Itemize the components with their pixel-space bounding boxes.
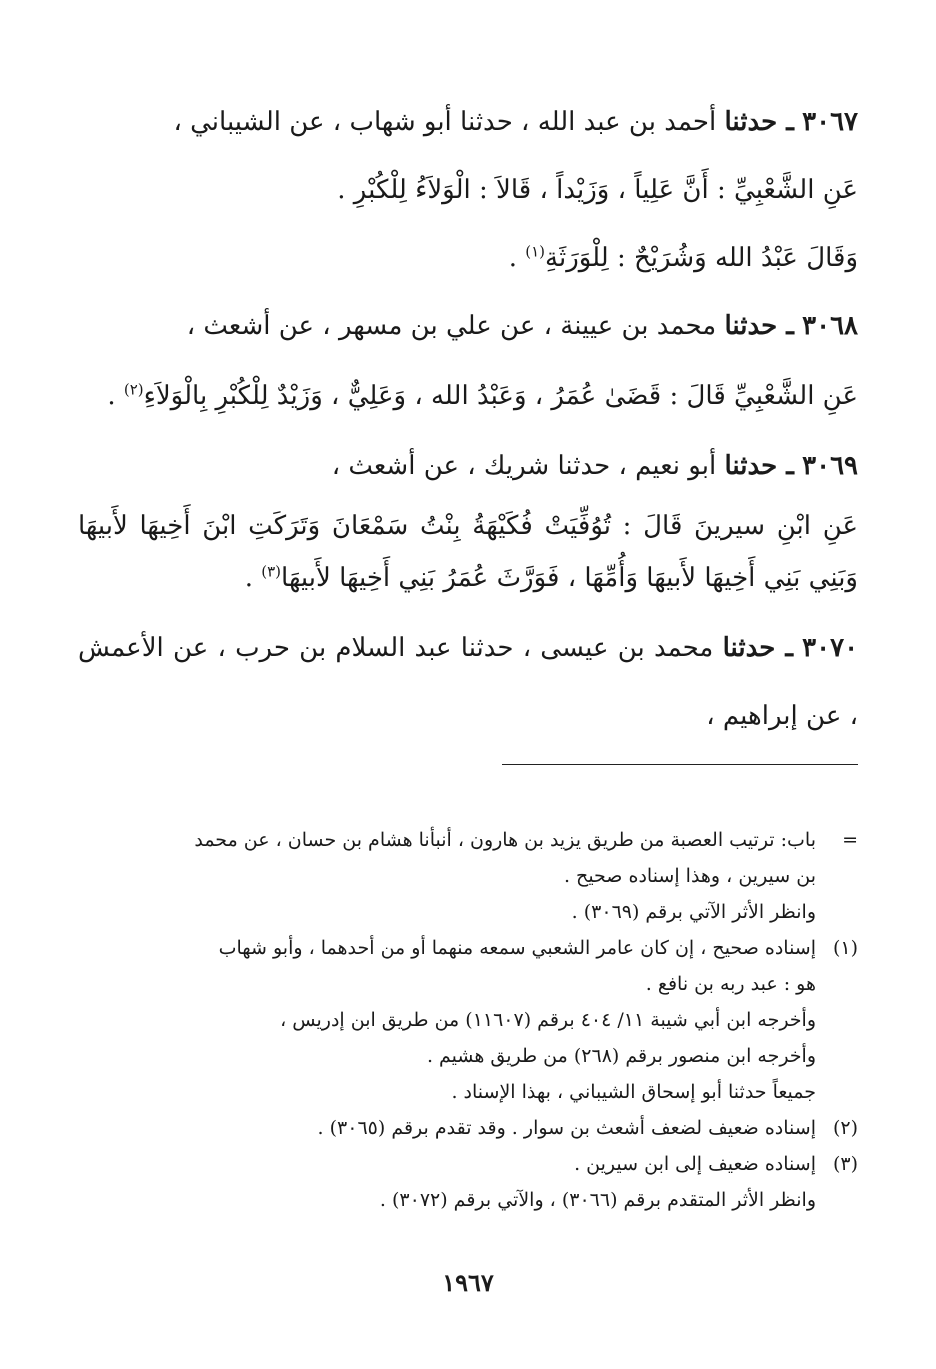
isnad-lead: حدثنا xyxy=(722,633,776,663)
footnote-line: إسناده ضعيف إلى ابن سيرين . xyxy=(574,1153,816,1175)
isnad-chain: أحمد بن عبد الله ، حدثنا أبو شهاب ، عن الشيباني ، xyxy=(173,107,717,137)
footnote-ref: (٣) xyxy=(261,562,282,581)
isnad-lead: حدثنا xyxy=(724,311,778,341)
hadith-number: ٣٠٦٧ xyxy=(802,107,858,137)
hadith-3067-text-line-1: عَنِ الشَّعْبِيِّ : أَنَّ عَلِياً ، وَزَيْداً ، قَالاَ : الْوَلاَءُ لِلْكُبْرِ . xyxy=(337,175,858,205)
footnote-mark: (١) xyxy=(832,937,858,959)
footnote-3 xyxy=(78,1146,858,1218)
footnote-line: وانظر الأثر المتقدم برقم (٣٠٦٦) ، والآتي برقم (٣٠٧٢) . xyxy=(379,1189,816,1211)
footnote-mark: (٢) xyxy=(832,1117,858,1139)
footnote-line: وانظر الأثر الآتي برقم (٣٠٦٩) . xyxy=(571,901,816,923)
footnote-line: وأخرجه ابن منصور برقم (٢٦٨) من طريق هشيم . xyxy=(426,1045,816,1067)
hadith-text: عَنِ الشَّعْبِيِّ قَالَ : قَضَىٰ عُمَرُ ، وَعَبْدُ الله ، وَعَلِيٌّ ، وَزَيْدٌ لِلْكُبْرِ بِالْوَلاَءِ xyxy=(143,381,858,411)
hadith-3067-text-line-2: وَقَالَ عَبْدُ الله وَشُرَيْحٌ : لِلْوَرَثَةِ$^{(١)}$ . xyxy=(508,242,858,273)
footnote-line: جميعاً حدثنا أبو إسحاق الشيباني ، بهذا الإسناد . xyxy=(451,1081,816,1103)
hadith-3067-isnad: ٣٠٦٧ ـ حدثنا أحمد بن عبد الله ، حدثنا أبو شهاب ، عن الشيباني ، xyxy=(173,107,858,137)
hadith-3068-text: عَنِ الشَّعْبِيِّ قَالَ : قَضَىٰ عُمَرُ ، وَعَبْدُ الله ، وَعَلِيٌّ ، وَزَيْدٌ لِلْكُبْرِ بِالْوَلاَءِ$^{(٢)}$ . xyxy=(107,380,858,411)
isnad-chain: محمد بن عيسى ، حدثنا عبد السلام بن حرب ، عن الأعمش ، عن إبراهيم ، xyxy=(78,633,858,731)
footnote-ref: (١) xyxy=(525,242,546,261)
footnote-line: إسناده صحيح ، إن كان عامر الشعبي سمعه منهما أو من أحدهما ، وأبو شهاب xyxy=(218,937,816,959)
isnad-lead: حدثنا xyxy=(724,107,778,137)
hadith-3070-isnad: ٣٠٧٠ ـ حدثنا محمد بن عيسى ، حدثنا عبد السلام بن حرب ، عن الأعمش ، عن إبراهيم ، xyxy=(78,633,859,731)
isnad-chain: محمد بن عيينة ، عن علي بن مسهر ، عن أشعث ، xyxy=(186,311,717,341)
page-number: ١٩٦٧ xyxy=(442,1268,494,1297)
footnote-line: باب: ترتيب العصبة من طريق يزيد بن هارون ، أنبأنا هشام بن حسان ، عن محمد xyxy=(194,829,816,851)
footnote-ref: (٢) xyxy=(123,380,144,399)
footnote-line: بن سيرين ، وهذا إسناده صحيح . xyxy=(563,865,816,887)
footnote-mark: (٣) xyxy=(832,1153,858,1175)
footnotes xyxy=(78,822,858,1218)
main-text xyxy=(78,88,858,750)
hadith-3068-isnad: ٣٠٦٨ ـ حدثنا محمد بن عيينة ، عن علي بن مسهر ، عن أشعث ، xyxy=(186,311,858,341)
footnote-line: وأخرجه ابن أبي شيبة ١١/ ٤٠٤ برقم (١١٦٠٧) من طريق ابن إدريس ، xyxy=(280,1009,816,1031)
hadith-number: ٣٠٦٨ xyxy=(802,311,858,341)
isnad-chain: أبو نعيم ، حدثنا شريك ، عن أشعث ، xyxy=(331,451,717,481)
hadith-3069-isnad: ٣٠٦٩ ـ حدثنا أبو نعيم ، حدثنا شريك ، عن أشعث ، xyxy=(331,451,858,481)
hadith-number: ٣٠٧٠ xyxy=(802,633,859,663)
hadith-number: ٣٠٦٩ xyxy=(802,451,858,481)
footnote-line: هو : عبد ربه بن نافع . xyxy=(645,973,816,995)
isnad-lead: حدثنا xyxy=(724,451,778,481)
footnote-1 xyxy=(78,930,858,1110)
footnote-continued xyxy=(78,822,858,930)
hadith-text: عَنِ ابْنِ سيرينَ قَالَ : تُوُفِّيَتْ فُكَيْهَةُ بِنْتُ سَمْعَانَ وَتَرَكَتِ ابْنَ أَخِيهَا لأَبيهَا وَبَنِي بَنِي أَخِيهَا لأَبيهَا وَأُمِّهَا ، فَوَرَّثَ عُمَرُ بَنِي أَخِيهَا لأَبيهَا xyxy=(78,511,858,593)
footnote-line: إسناده ضعيف لضعف أشعث بن سوار . وقد تقدم برقم (٣٠٦٥) . xyxy=(317,1117,816,1139)
footnote-mark: = xyxy=(842,829,858,851)
footnote-2 xyxy=(78,1110,858,1146)
hadith-3069-text: عَنِ ابْنِ سيرينَ قَالَ : تُوُفِّيَتْ فُكَيْهَةُ بِنْتُ سَمْعَانَ وَتَرَكَتِ ابْنَ أَخِيهَا لأَبيهَا وَبَنِي بَنِي أَخِيهَا لأَبيهَا وَأُمِّهَا ، فَوَرَّثَ عُمَرُ بَنِي أَخِيهَا لأَبيهَا$^{(٣)}$ . xyxy=(78,511,858,593)
footnote-separator xyxy=(502,764,858,765)
hadith-text: وَقَالَ عَبْدُ الله وَشُرَيْحٌ : لِلْوَرَثَةِ xyxy=(545,243,858,273)
